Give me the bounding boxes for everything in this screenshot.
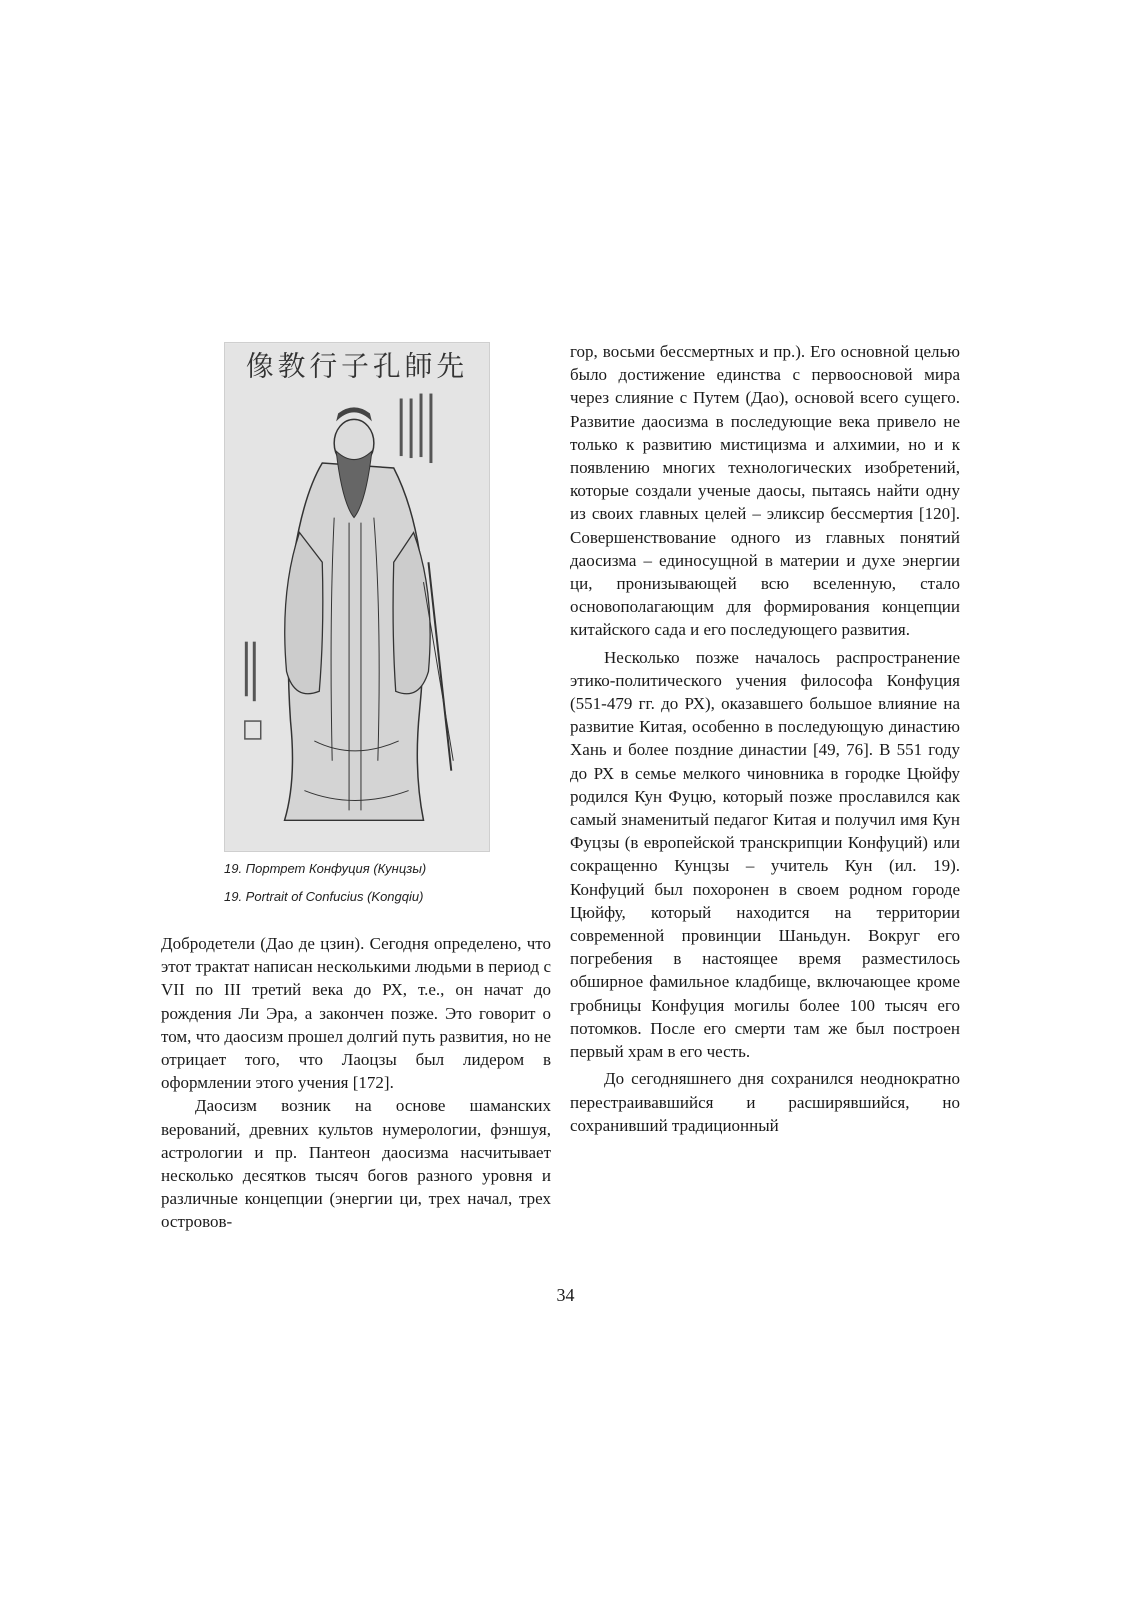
figure-caption-en: 19. Portrait of Confucius (Kongqiu) [224,889,424,904]
right-column [570,340,960,1137]
figure-caption-ru: 19. Портрет Конфуция (Кунцзы) [224,861,427,876]
right-paragraph-2: Несколько позже началось распространение этико-политического учения философа Конфуция (551-479 гг. до РХ), оказавшего большое влияние на развитие Китая, особенно в последующую династию Хань и более поздние династии [49, 76]. В 551 году до РХ в семье мелкого чиновника в городке Цюйфу родился Кун Фуцю, который позже прославился как самый знаменитый педагог Китая и получил имя Кун Фуцзы (в европейской транскрипции Конфуций) или сокращенно Кунцзы – учитель Кун (ил. 19). Конфуций был похоронен в своем родном городе Цюйфу, который находится на территории современной провинции Шаньдун. Вокруг его погребения в настоящее время разместилось обширное фамильное кладбище, включающее кроме гробницы Конфуция могилы более 100 тысяч его потомков. После его смерти там же был построен первый храм в его честь. [570,647,960,1062]
left-column [161,932,551,1234]
left-paragraph-1: Добродетели (Дао де цзин). Сегодня определено, что этот трактат написан несколькими людьми в период с VII по III третий века до РХ, т.е., он начат до рождения Ли Эра, а закончен позже. Это говорит о том, что даосизм прошел долгий путь развития, но не отрицает того, что Лаоцзы был лидером в оформлении этого учения [172]. [161,934,551,1093]
portrait-drawing [225,343,489,851]
left-paragraph-2: Даосизм возник на основе шаманских верований, древних культов нумерологии, фэншуя, астрологии и пр. Пантеон даосизма насчитывает несколько десятков тысяч богов разного уровня и различные концепции (энергии ци, трех начал, трех островов- [161,1096,551,1232]
right-paragraph-1: гор, восьми бессмертных и пр.). Его основной целью было достижение единства с первоосновой мира через слияние с Путем (Дао), основой всего сущего. Развитие даосизма в последующие века привело не только к развитию мистицизма и алхимии, но и к появлению многих технологических изобретений, которые создали ученые даосы, пытаясь найти одну из своих главных целей – эликсир бессмертия [120]. Совершенствование одного из главных понятий даосизма – единосущной в материи и духе энергии ци, пронизывающей всю вселенную, стало основополагающим для формирования концепции китайского сада и его последующего развития. [570,342,960,640]
portrait-inscription: 像教行子孔師先 [245,349,469,383]
confucius-portrait-illustration [224,342,490,852]
right-paragraph-3: До сегодняшнего дня сохранился неоднократно перестраивавшийся и расширявшийся, но сохранивший традиционный [570,1069,960,1135]
page-number: 34 [556,1285,575,1305]
